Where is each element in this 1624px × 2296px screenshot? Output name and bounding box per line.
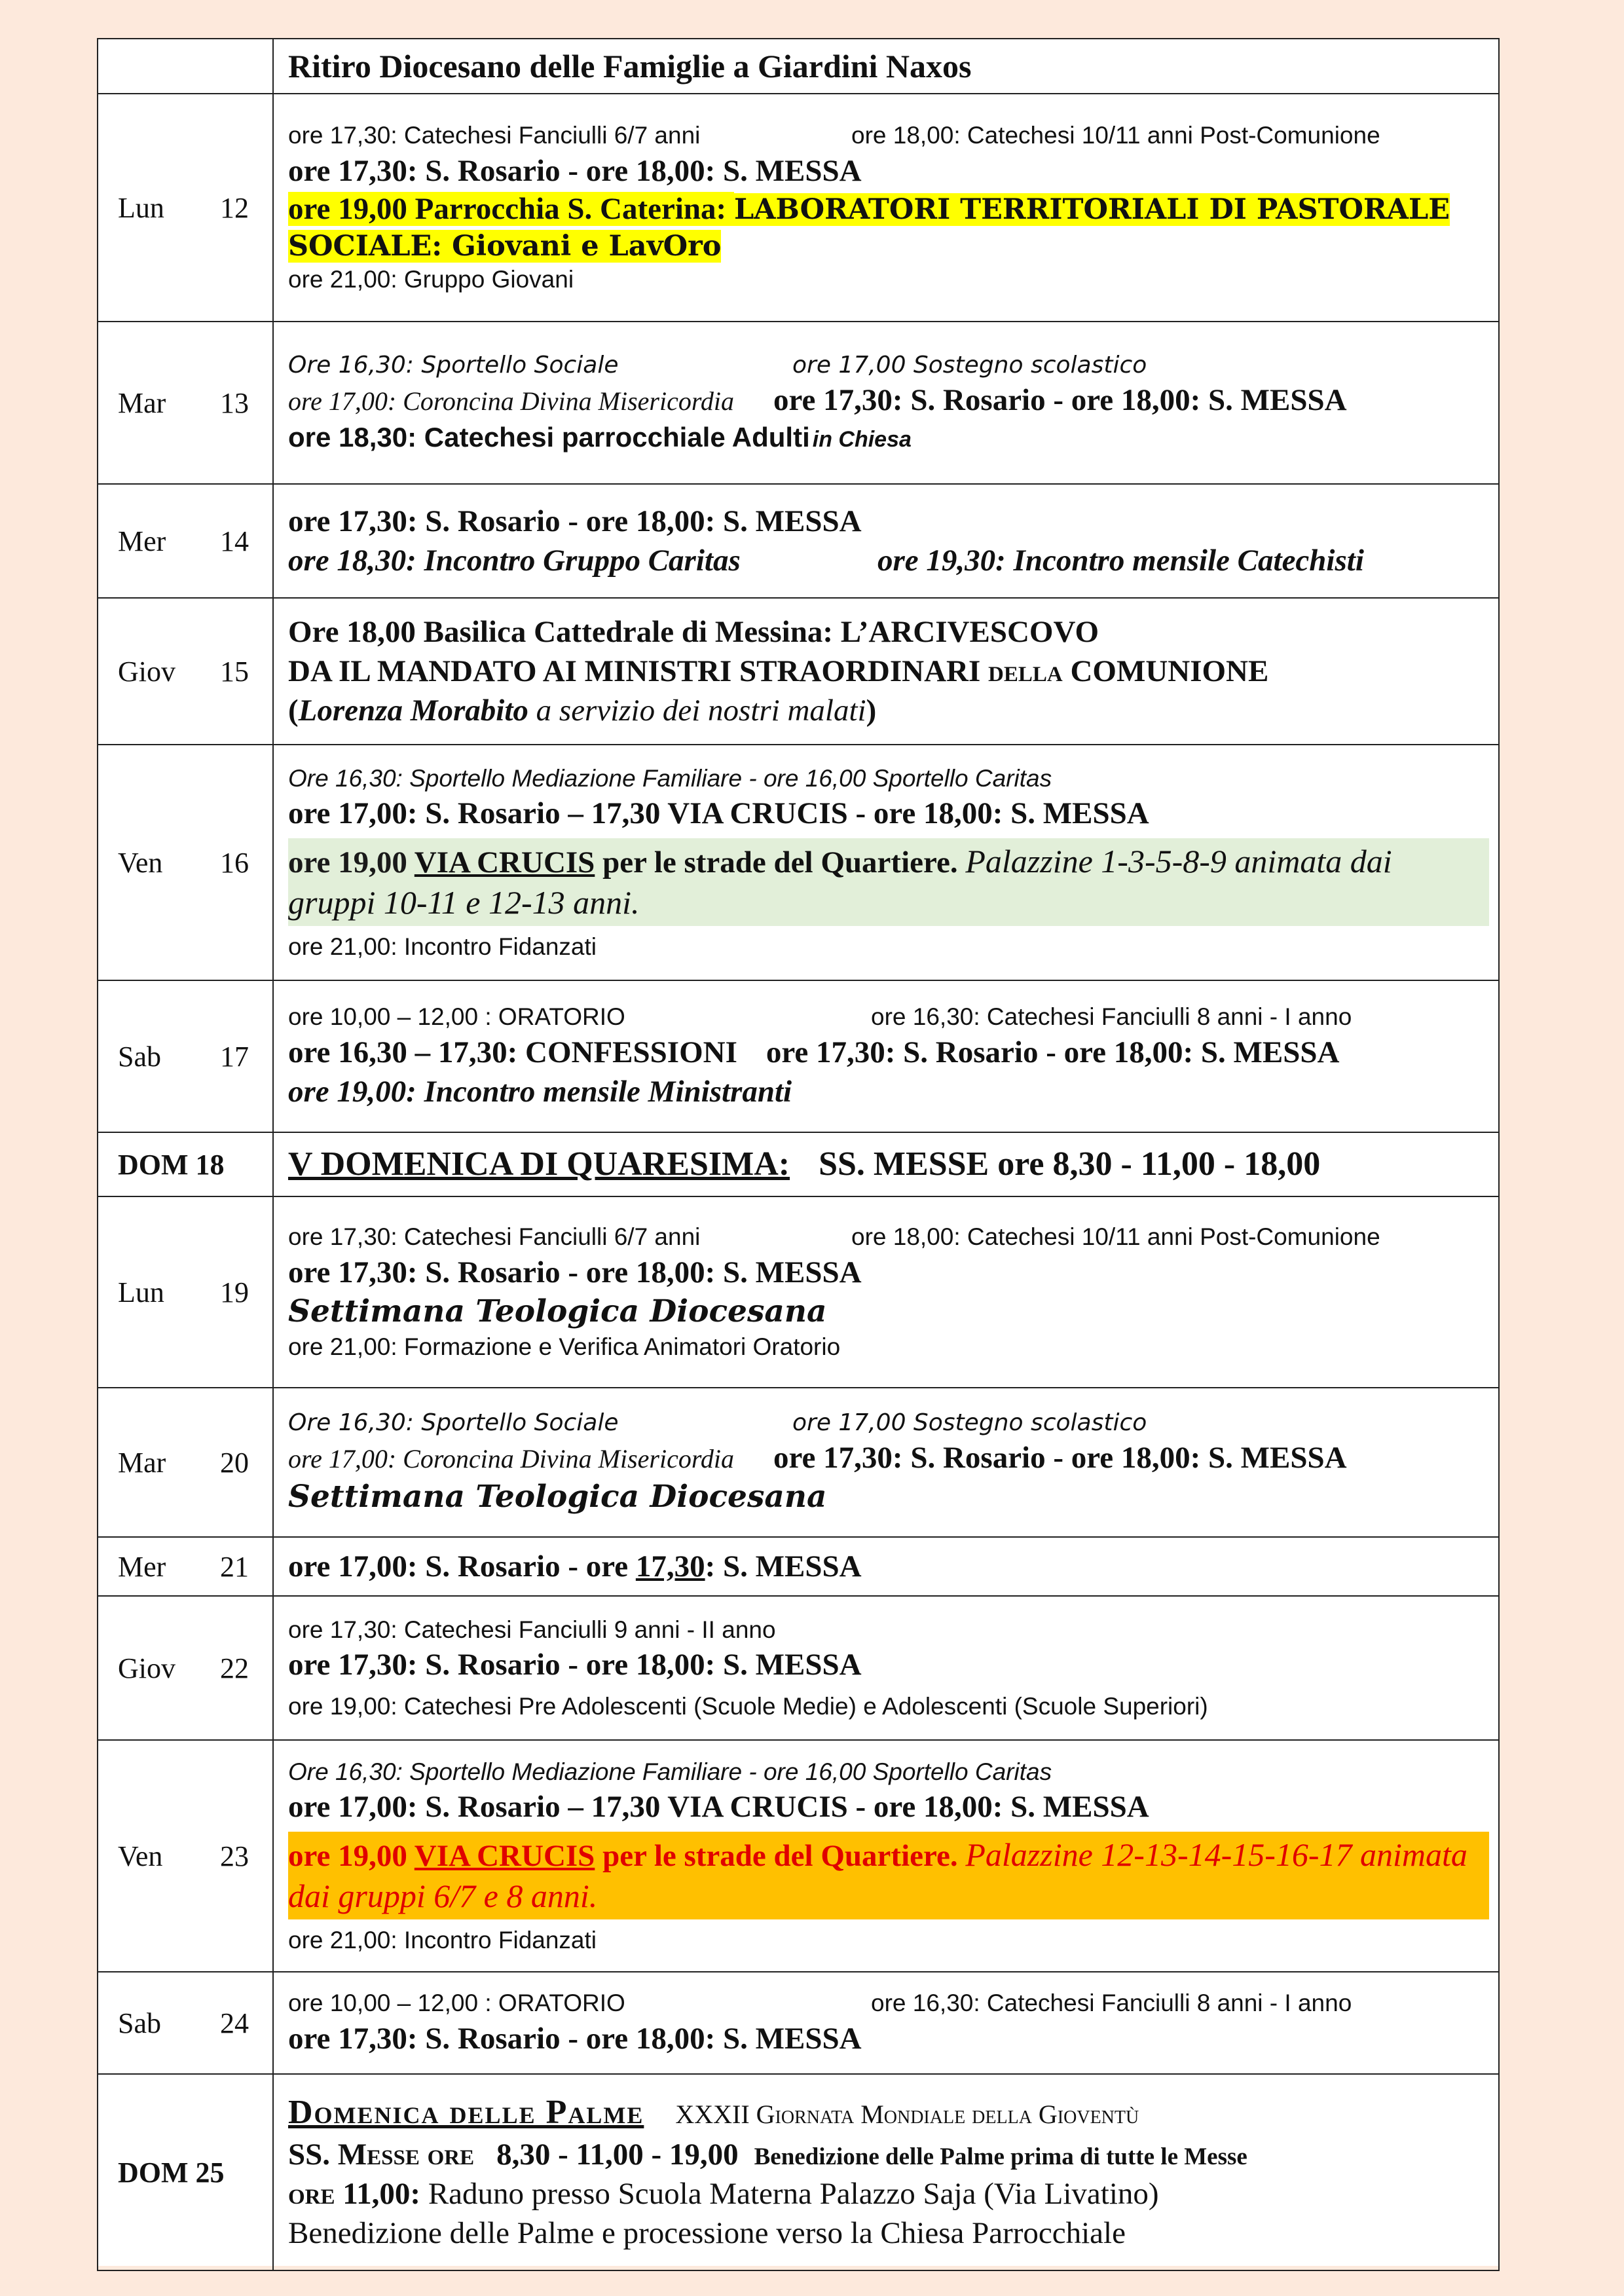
event-text: LABORATORI TERRITORIALI DI PASTORALE SOCIALE: Giovani e LavOro [288, 193, 1450, 263]
highlight-event [288, 838, 1489, 925]
calendar-sheet [97, 38, 1500, 2266]
event-text: Settimana Teologica Diocesana [288, 1293, 827, 1329]
table-row [98, 1596, 1499, 1740]
event-text: COMUNIONE [1062, 654, 1269, 688]
event-text: SS. Messe ore [288, 2138, 475, 2172]
event-text: ore 18,00: Catechesi 10/11 anni Post-Comunione [851, 1223, 1380, 1251]
event-text: ore 17,00: S. Rosario – 17,30 VIA CRUCIS - ore 18,00: S. MESSA [288, 796, 1149, 831]
day-label: Giov [118, 1652, 175, 1684]
event-text: ore 17,30: S. Rosario - ore 18,00: S. MESSA [288, 504, 862, 538]
content-cell [273, 1537, 1499, 1596]
table-row [98, 39, 1499, 94]
event-text: ore 18,30: Incontro Gruppo Caritas [288, 544, 741, 578]
day-number: 23 [220, 1840, 249, 1872]
event-text: ore 19,00 [288, 845, 415, 880]
day-label: DOM 18 [118, 1148, 225, 1181]
day-cell [98, 39, 273, 94]
event-text: ore 19,00: Catechesi Pre Adolescenti (Scuole Medie) e Adolescenti (Scuole Superiori) [288, 1693, 1208, 1720]
table-row [98, 745, 1499, 980]
table-row [98, 598, 1499, 745]
day-number: 12 [220, 191, 249, 224]
day-cell [98, 2074, 273, 2270]
content-cell [273, 1740, 1499, 1972]
day-cell [98, 1388, 273, 1537]
event-text: ore 17,00: Coroncina Divina Misericordia [288, 1443, 735, 1473]
event-text: ore 17,30: S. Rosario - ore 18,00: S. MESSA [288, 153, 862, 188]
page-title: Ritiro Diocesano delle Famiglie a Giardini Naxos [288, 48, 972, 84]
table-row [98, 1537, 1499, 1596]
event-text: Ore 16,30: Sportello Mediazione Familiare - ore 16,00 Sportello Caritas [288, 1758, 1052, 1785]
day-number: 19 [220, 1276, 249, 1308]
event-text: ore 16,30: Catechesi Fanciulli 8 anni - I anno [871, 1003, 1352, 1031]
day-label: Mer [118, 1550, 166, 1583]
day-number: 16 [220, 846, 249, 879]
day-number: 15 [220, 655, 249, 688]
event-text: Ore 16,30: Sportello Sociale [288, 352, 619, 379]
event-text: ore 17,30: S. Rosario - ore 18,00: S. MESSA [288, 1647, 862, 1682]
event-text: ore 17,30: S. Rosario - ore 18,00: S. MESSA [288, 2021, 862, 2056]
event-text: : S. MESSA [705, 1549, 862, 1583]
event-text: Palazzine 1-3-5-8-9 animata dai gruppi 10-11 e 12-13 anni. [288, 843, 1392, 921]
table-row [98, 2074, 1499, 2270]
content-cell [273, 1196, 1499, 1388]
table-row [98, 484, 1499, 598]
event-text: ore 17,30: S. Rosario - ore 18,00: S. MESSA [773, 383, 1347, 418]
event-text: ore 16,30 – 17,30: CONFESSIONI [288, 1035, 737, 1069]
event-text: ore 21,00: Incontro Fidanzati [288, 933, 597, 960]
event-text: ore 19,00: Incontro mensile Ministranti [288, 1074, 792, 1109]
event-text: Ore 16,30: Sportello Mediazione Familiare - ore 16,00 Sportello Caritas [288, 764, 1052, 792]
table-row [98, 322, 1499, 484]
day-label: Sab [118, 2007, 161, 2039]
day-label: Mer [118, 525, 166, 557]
day-cell [98, 1537, 273, 1596]
table-row [98, 94, 1499, 322]
table-row [98, 980, 1499, 1132]
event-text: 17,30 [635, 1549, 705, 1583]
weekly-schedule-table [97, 38, 1500, 2271]
event-text: Raduno presso Scuola Materna Palazzo Saja (Via Livatino) [420, 2177, 1159, 2212]
event-text: SS. MESSE ore 8,30 - 11,00 - 18,00 [819, 1145, 1321, 1183]
event-text: ore 17,00 Sostegno scolastico [792, 352, 1147, 379]
event-text: ore 21,00: Formazione e Verifica Animatori Oratorio [288, 1333, 841, 1361]
event-text: V DOMENICA DI QUARESIMA: [288, 1145, 790, 1183]
content-cell [273, 598, 1499, 745]
event-text: Benedizione delle Palme e processione verso la Chiesa Parrocchiale [288, 2216, 1126, 2251]
day-number: 14 [220, 525, 249, 557]
event-text: per le strade del Quartiere. [595, 1839, 966, 1874]
event-text: ore 17,30: Catechesi Fanciulli 6/7 anni [288, 1223, 701, 1251]
event-text: della [988, 654, 1063, 688]
event-text: ( [288, 694, 299, 728]
event-text: ore 17,30: Catechesi Fanciulli 9 anni - II anno [288, 1616, 776, 1643]
event-text: Domenica delle Palme [288, 2094, 644, 2132]
day-number: 13 [220, 386, 249, 419]
day-label: Giov [118, 655, 175, 688]
day-label: Lun [118, 191, 164, 224]
event-text: a servizio dei nostri malati [528, 694, 866, 728]
event-text: Ore 18,00 Basilica Cattedrale di Messina: L’ARCIVESCOVO [288, 614, 1099, 649]
content-cell [273, 39, 1499, 94]
day-cell [98, 598, 273, 745]
content-cell [273, 1596, 1499, 1740]
event-text: ore 19,00 Parrocchia S. Caterina: [288, 191, 734, 226]
event-text: ore 19,30: Incontro mensile Catechisti [877, 544, 1364, 578]
day-cell [98, 484, 273, 598]
event-text: Lorenza Morabito [298, 694, 528, 728]
event-text: ore 11,00: [288, 2177, 421, 2212]
event-text: VIA CRUCIS [414, 845, 595, 880]
day-number: 20 [220, 1446, 249, 1479]
event-text: Ore 16,30: Sportello Sociale [288, 1409, 619, 1436]
event-text: ore 17,30: S. Rosario - ore 18,00: S. MESSA [773, 1440, 1347, 1475]
content-cell [273, 484, 1499, 598]
event-text: 8,30 - 11,00 - 19,00 [496, 2138, 739, 2172]
event-text: VIA CRUCIS [414, 1839, 595, 1874]
event-text: ore 18,30: Catechesi parrocchiale Adulti [288, 422, 810, 453]
event-text: ore 10,00 – 12,00 : ORATORIO [288, 1990, 625, 2017]
day-label: Mar [118, 386, 166, 419]
content-cell [273, 1388, 1499, 1537]
content-cell [273, 322, 1499, 484]
day-label: Lun [118, 1276, 164, 1308]
event-text: XXXII Giornata Mondiale della Gioventù [675, 2100, 1139, 2130]
event-text: Settimana Teologica Diocesana [288, 1479, 827, 1515]
event-text: in Chiesa [812, 427, 912, 453]
table-row [98, 1132, 1499, 1196]
event-text: ore 18,00: Catechesi 10/11 anni Post-Comunione [851, 122, 1380, 149]
event-text: ore 17,30: Catechesi Fanciulli 6/7 anni [288, 122, 701, 149]
event-text: ore 17,00 Sostegno scolastico [792, 1409, 1147, 1436]
event-text: ore 10,00 – 12,00 : ORATORIO [288, 1003, 625, 1031]
content-cell [273, 2074, 1499, 2270]
day-cell [98, 322, 273, 484]
day-number: 24 [220, 2007, 249, 2039]
day-label: Mar [118, 1446, 166, 1479]
event-text: ore 17,30: S. Rosario - ore 18,00: S. MESSA [766, 1035, 1340, 1069]
highlight-event [288, 1832, 1489, 1919]
content-cell [273, 1972, 1499, 2074]
event-text: ore 16,30: Catechesi Fanciulli 8 anni - I anno [871, 1990, 1352, 2017]
day-cell [98, 745, 273, 980]
content-cell [273, 745, 1499, 980]
event-text: ore 19,00 [288, 1839, 415, 1874]
event-text: ) [866, 694, 877, 728]
day-cell [98, 1972, 273, 2074]
event-text: per le strade del Quartiere. [595, 845, 966, 880]
event-text: ore 17,00: S. Rosario – 17,30 VIA CRUCIS - ore 18,00: S. MESSA [288, 1790, 1149, 1824]
event-text: Palazzine 12-13-14-15-16-17 animata dai gruppi 6/7 e 8 anni. [288, 1836, 1467, 1915]
day-cell [98, 1596, 273, 1740]
table-row [98, 1972, 1499, 2074]
event-text: Benedizione delle Palme prima di tutte le Messe [754, 2143, 1247, 2171]
content-cell [273, 1132, 1499, 1196]
day-number: 21 [220, 1550, 249, 1583]
day-label: Sab [118, 1040, 161, 1073]
event-text: ore 21,00: Gruppo Giovani [288, 266, 574, 293]
day-cell [98, 1740, 273, 1972]
event-text: ore 17,00: S. Rosario - ore [288, 1549, 636, 1583]
event-text: DA IL MANDATO AI MINISTRI STRAORDINARI [288, 654, 988, 688]
day-number: 17 [220, 1040, 249, 1073]
day-cell [98, 980, 273, 1132]
table-row [98, 1740, 1499, 1972]
event-text: ore 17,30: S. Rosario - ore 18,00: S. MESSA [288, 1255, 862, 1289]
event-text: ore 21,00: Incontro Fidanzati [288, 1926, 597, 1953]
day-label: Ven [118, 846, 163, 879]
event-text: ore 17,00: Coroncina Divina Misericordia [288, 386, 735, 417]
day-cell [98, 1132, 273, 1196]
content-cell [273, 980, 1499, 1132]
day-cell [98, 94, 273, 322]
day-number: 22 [220, 1652, 249, 1684]
day-label: Ven [118, 1840, 163, 1872]
day-label: DOM 25 [118, 2156, 225, 2189]
table-row [98, 1388, 1499, 1537]
highlight-event [288, 191, 1489, 265]
day-cell [98, 1196, 273, 1388]
content-cell [273, 94, 1499, 322]
table-row [98, 1196, 1499, 1388]
